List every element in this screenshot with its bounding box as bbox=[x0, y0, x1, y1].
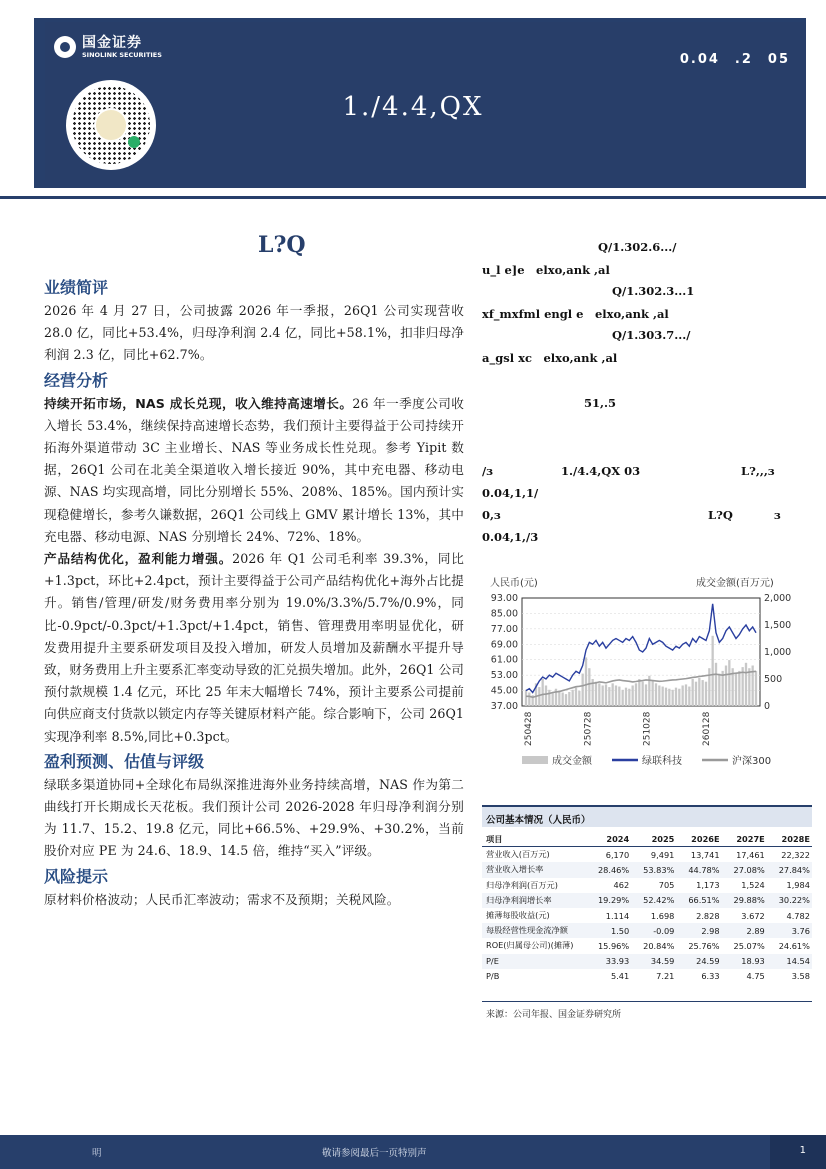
table-cell: 14.54 bbox=[786, 956, 810, 967]
chart-volume-bar bbox=[702, 680, 704, 706]
table-cell: 3.76 bbox=[791, 925, 810, 936]
analysis-bold-2: 产品结构优化，盈利能力增强。 bbox=[44, 551, 233, 567]
table-row bbox=[482, 923, 812, 938]
chart-volume-bar bbox=[672, 690, 674, 706]
table-cell: 1.50 bbox=[610, 925, 630, 936]
financial-table bbox=[482, 832, 812, 984]
chart-price-line bbox=[526, 604, 756, 693]
table-cell: 1.698 bbox=[650, 910, 675, 921]
table-cell: 5.41 bbox=[610, 971, 630, 982]
chart-volume-bar bbox=[565, 694, 567, 706]
chart-volume-bar bbox=[738, 671, 740, 706]
chart-volume-bar bbox=[638, 679, 640, 706]
table-row bbox=[482, 893, 812, 908]
footer-disclaimer: 敬请参阅最后一页特别声 bbox=[322, 1148, 427, 1159]
chart-volume-bar bbox=[625, 688, 627, 706]
chart-left-tick: 85.00 bbox=[490, 608, 518, 620]
chart-volume-bar bbox=[735, 674, 737, 706]
table-cell: 2.828 bbox=[696, 910, 720, 921]
table-cell: 3.58 bbox=[791, 971, 810, 982]
rating-line-5: Q/1.303.7.../ bbox=[612, 328, 691, 342]
chart-volume-bar bbox=[608, 687, 610, 706]
table-row-label: P/E bbox=[486, 956, 499, 967]
table-cell: 6.33 bbox=[701, 971, 720, 982]
chart-volume-bar bbox=[548, 690, 550, 706]
table-row bbox=[482, 908, 812, 923]
left-column bbox=[44, 278, 464, 911]
analyst-line-c: L?,,,ɜ bbox=[741, 464, 775, 478]
chart-ylabel-left: 人民币(元) bbox=[490, 578, 538, 589]
chart-volume-bar bbox=[725, 666, 727, 707]
table-cell: 1,524 bbox=[741, 880, 765, 891]
chart-volume-bar bbox=[588, 668, 590, 706]
analysis-text-1: 26 年一季度公司收入增长 53.4%，继续保持高速增长态势，我们预计主要得益于公司持续开拓海外渠道带动 3C 主业增长、NAS 等业务成长性兑现。参考 Yipit 数据，26Q1 公司在北美全渠道收入增长接近 90%，其中充电器、移动电源、NAS 均实现高增，同比分别增长 55%、208%、185%。国内预计实现稳健增长，参考久谦数据，26Q1 公司线上 GMV 累计增长 13%，其中充电器、移动电源、NAS 分别增长 24%、72%、18%。 bbox=[44, 395, 464, 544]
table-cell: 2025 bbox=[651, 834, 675, 845]
chart-volume-bar bbox=[748, 668, 750, 706]
chart-right-tick: 2,000 bbox=[764, 593, 792, 604]
legend-label: 绿联科技 bbox=[642, 756, 682, 767]
table-cell: 13,741 bbox=[690, 849, 720, 860]
table-cell: 33.93 bbox=[605, 956, 630, 967]
table-cell: 2024 bbox=[606, 834, 630, 845]
footer-bar bbox=[0, 1135, 826, 1169]
table-cell: 27.08% bbox=[733, 864, 765, 875]
review-paragraph: 2026 年 4 月 27 日，公司披露 2026 年一季报，26Q1 公司实现营收 28.0 亿，同比+53.4%，归母净利润 2.4 亿，同比+58.1%，扣非归母净利润 2.3 亿，同比+62.7%。 bbox=[44, 303, 464, 363]
table-row-label: P/B bbox=[486, 971, 500, 982]
chart-volume-bar bbox=[662, 687, 664, 706]
section-title-forecast: 盈利预测、估值与评级 bbox=[44, 751, 205, 771]
chart-volume-bar bbox=[715, 663, 717, 706]
chart-volume-bar bbox=[538, 687, 540, 706]
chart-volume-bar bbox=[562, 693, 564, 707]
chart-volume-bar bbox=[692, 679, 694, 706]
table-row-label: 项目 bbox=[486, 833, 503, 844]
analysis-text-2: 2026 年 Q1 公司毛利率 39.3%，同比+1.3pct，环比+2.4pct，预计主要得益于公司产品结构优化+海外占比提升。销售/管理/研发/财务费用率分别为 19.0%/3.3%/5.7%/0.9%，同比-0.9pct/-0.3pct/+1.3pct/+1.4pct，销售、管理费用率明显优化，研发费用提升主要系研发项目及投入增加，研发人员增加及薪酬水平提升导致，财务费用上升主要系汇率变动导致的汇兑损失增加。此外，26Q1 公司预付款规模 1.4 亿元，环比 25 年末大幅增长 74%，预计主要系公司提前向供应商支付货款以锁定内存等关键原材料产能。综合影响下，公司 26Q1 实现净利率 8.5%,同比+0.3pct。 bbox=[44, 551, 464, 744]
chart-volume-bar bbox=[545, 685, 547, 706]
report-title: L?Q bbox=[258, 232, 306, 258]
table-cell: 29.88% bbox=[733, 895, 765, 906]
header-divider bbox=[0, 196, 826, 199]
chart-volume-bar bbox=[572, 690, 574, 706]
table-cell: 462 bbox=[613, 880, 630, 891]
rating-line-6: a_gsl xc elxo,ank ,al bbox=[482, 351, 618, 365]
table-row-label: 归母净利润增长率 bbox=[486, 894, 552, 905]
table-row bbox=[482, 969, 812, 984]
chart-left-tick: 69.00 bbox=[490, 639, 518, 651]
rating-line-1: Q/1.302.6.../ bbox=[598, 240, 677, 254]
table-row-label: 摊薄每股收益(元) bbox=[486, 910, 550, 921]
chart-svg bbox=[482, 568, 812, 780]
chart-volume-bar bbox=[615, 685, 617, 706]
table-header-row bbox=[482, 832, 812, 847]
rating-line-3: Q/1.302.3...1 bbox=[612, 284, 695, 298]
chart-volume-bar bbox=[652, 680, 654, 706]
chart-volume-bar bbox=[655, 683, 657, 706]
chart-volume-bar bbox=[558, 691, 560, 706]
analyst-line-3c: ɜ bbox=[774, 508, 781, 522]
chart-volume-bar bbox=[612, 683, 614, 706]
chart-right-tick: 0 bbox=[764, 701, 771, 712]
section-title-risk: 风险提示 bbox=[44, 866, 109, 886]
chart-right-tick: 500 bbox=[764, 674, 783, 685]
table-cell: 44.78% bbox=[688, 864, 720, 875]
chart-volume-bar bbox=[678, 689, 680, 706]
table-cell: 28.46% bbox=[597, 864, 630, 875]
chart-volume-bar bbox=[682, 685, 684, 706]
chart-left-tick: 37.00 bbox=[490, 701, 518, 712]
chart-x-tick: 260128 bbox=[702, 711, 712, 746]
table-cell: 9,491 bbox=[650, 849, 675, 860]
table-cell: 6,170 bbox=[605, 849, 630, 860]
chart-volume-bar bbox=[602, 685, 604, 706]
table-cell: 24.61% bbox=[778, 940, 810, 951]
table-cell: 22,322 bbox=[781, 849, 810, 860]
chart-right-tick: 1,000 bbox=[764, 647, 792, 658]
chart-volume-bar bbox=[698, 678, 700, 706]
company-logo bbox=[54, 36, 162, 59]
chart-left-tick: 77.00 bbox=[490, 623, 518, 635]
chart-volume-bar bbox=[528, 693, 530, 707]
table-cell: 25.76% bbox=[688, 940, 720, 951]
chart-volume-bar bbox=[695, 682, 697, 706]
table-cell: 3.672 bbox=[741, 910, 765, 921]
chart-volume-bar bbox=[568, 692, 570, 706]
table-cell: 20.84% bbox=[643, 940, 675, 951]
chart-volume-bar bbox=[595, 682, 597, 706]
chart-volume-bar bbox=[718, 674, 720, 706]
section-title-review: 业绩简评 bbox=[44, 278, 109, 297]
chart-volume-bar bbox=[628, 689, 630, 706]
chart-volume-bar bbox=[635, 683, 637, 706]
page-number: 1 bbox=[799, 1145, 806, 1156]
chart-volume-bar bbox=[582, 674, 584, 706]
analyst-line-4: 0.04,1,/3 bbox=[482, 530, 539, 544]
report-date: 0.04 .2 05 bbox=[679, 52, 790, 67]
table-cell: 1.114 bbox=[605, 910, 630, 921]
rating-line-4: xf_mxfml engl e elxo,ank ,al bbox=[482, 307, 669, 321]
chart-x-tick: 250428 bbox=[524, 711, 534, 746]
chart-volume-bar bbox=[665, 688, 667, 706]
table-cell: 4.75 bbox=[746, 971, 765, 982]
chart-volume-bar bbox=[552, 692, 554, 706]
table-title: 公司基本情况（人民币） bbox=[482, 805, 812, 827]
chart-left-tick: 53.00 bbox=[490, 670, 518, 682]
table-row-label: 每股经营性现金流净额 bbox=[486, 925, 568, 936]
table-cell: 66.51% bbox=[688, 895, 720, 906]
chart-volume-bar bbox=[728, 660, 730, 706]
chart-volume-bar bbox=[575, 688, 577, 706]
table-cell: 2027E bbox=[736, 834, 765, 845]
logo-icon bbox=[54, 36, 76, 58]
chart-left-tick: 45.00 bbox=[490, 685, 518, 697]
table-row bbox=[482, 954, 812, 969]
table-row-label: ROE(归属母公司)(摊薄) bbox=[486, 940, 574, 951]
table-row-label: 营业收入(百万元) bbox=[486, 849, 550, 860]
table-row bbox=[482, 847, 812, 862]
chart-volume-bar bbox=[688, 687, 690, 706]
table-cell: 25.07% bbox=[733, 940, 765, 951]
chart-volume-bar bbox=[685, 684, 687, 706]
table-cell: 24.59 bbox=[696, 956, 720, 967]
wechat-icon bbox=[128, 136, 140, 148]
analyst-line-3a: 0,ɜ bbox=[482, 508, 501, 522]
table-cell: 30.22% bbox=[778, 895, 810, 906]
chart-volume-bar bbox=[705, 682, 707, 706]
price-chart bbox=[482, 568, 812, 780]
table-cell: 2.89 bbox=[746, 925, 765, 936]
chart-volume-bar bbox=[578, 691, 580, 706]
chart-left-tick: 93.00 bbox=[490, 593, 518, 604]
table-cell: 19.29% bbox=[597, 895, 630, 906]
rating-line-2: u_l e]e elxo,ank ,al bbox=[482, 263, 610, 277]
logo-en-text: SINOLINK SECURITIES bbox=[82, 51, 162, 59]
chart-x-tick: 251028 bbox=[642, 711, 653, 746]
analyst-line-a: /ɜ bbox=[482, 464, 493, 478]
legend-swatch-volume bbox=[522, 756, 548, 764]
table-cell: 4.782 bbox=[786, 910, 810, 921]
chart-frame bbox=[522, 598, 760, 706]
table-cell: 52.42% bbox=[643, 895, 675, 906]
forecast-paragraph: 绿联多渠道协同+全球化布局纵深推进海外业务持续高增，NAS 作为第二曲线打开长期成长天花板。我们预计公司 2026-2028 年归母净利润分别为 11.7、15.2、19.8 亿元，同比+66.5%、+29.9%、+30.2%，当前股价对应 PE 为 24.6、18.9、14.5 倍，维持“买入”评级。 bbox=[44, 776, 464, 859]
chart-volume-bar bbox=[525, 690, 527, 706]
table-cell: 27.84% bbox=[778, 864, 810, 875]
table-cell: -0.09 bbox=[653, 925, 675, 936]
table-cell: 18.93 bbox=[741, 956, 765, 967]
chart-volume-bar bbox=[708, 668, 710, 706]
table-row-label: 营业收入增长率 bbox=[486, 864, 544, 875]
chart-volume-bar bbox=[745, 663, 747, 706]
table-cell: 1,173 bbox=[696, 880, 720, 891]
chart-volume-bar bbox=[542, 679, 544, 706]
section-title-analysis: 经营分析 bbox=[44, 370, 109, 390]
chart-volume-bar bbox=[585, 657, 587, 706]
chart-volume-bar bbox=[642, 682, 644, 706]
table-cell: 2026E bbox=[691, 834, 720, 845]
chart-volume-bar bbox=[622, 690, 624, 706]
table-cell: 2.98 bbox=[701, 925, 720, 936]
legend-label: 沪深300 bbox=[732, 756, 772, 767]
table-cell: 17,461 bbox=[736, 849, 765, 860]
analysis-bold-1: 持续开拓市场，NAS 成长兑现，收入维持高速增长。 bbox=[44, 395, 353, 411]
table-cell: 7.21 bbox=[656, 971, 675, 982]
chart-volume-bar bbox=[755, 671, 757, 706]
risk-paragraph: 原材料价格波动；人民币汇率波动；需求不及预期；关税风险。 bbox=[44, 891, 400, 907]
table-row bbox=[482, 938, 812, 953]
footer-left-text: 明 bbox=[92, 1148, 102, 1159]
analysis-paragraph-1 bbox=[44, 393, 464, 548]
analyst-line-2: 0.04,1,1/ bbox=[482, 486, 539, 500]
table-cell: 15.96% bbox=[597, 940, 630, 951]
table-cell: 1,984 bbox=[786, 880, 810, 891]
analyst-line-b: 1./4.4,QX 03 bbox=[561, 464, 641, 478]
chart-x-tick: 250728 bbox=[583, 711, 594, 746]
chart-volume-bar bbox=[712, 636, 714, 706]
chart-left-tick: 61.00 bbox=[490, 654, 518, 666]
table-row bbox=[482, 878, 812, 893]
chart-volume-bar bbox=[722, 671, 724, 706]
table-cell: 2028E bbox=[781, 834, 810, 845]
table-cell: 53.83% bbox=[643, 864, 675, 875]
chart-volume-bar bbox=[668, 689, 670, 706]
table-row bbox=[482, 862, 812, 877]
table-cell: 34.59 bbox=[650, 956, 675, 967]
company-title: 1./4.4,QX bbox=[342, 92, 484, 122]
table-row-label: 归母净利润(百万元) bbox=[486, 879, 558, 890]
chart-volume-bar bbox=[598, 683, 600, 706]
analyst-line-3b: L?Q bbox=[708, 508, 733, 522]
footer-page-box bbox=[770, 1135, 826, 1169]
logo-cn-text: 国金证券 bbox=[82, 35, 142, 51]
analysis-paragraph-2 bbox=[44, 548, 464, 748]
legend-label: 成交金额 bbox=[552, 756, 592, 767]
table-cell: 705 bbox=[658, 880, 675, 891]
chart-volume-bar bbox=[645, 684, 647, 706]
chart-volume-bar bbox=[632, 685, 634, 706]
table-bottom-rule bbox=[482, 1001, 812, 1002]
table-source: 来源：公司年报、国金证券研究所 bbox=[486, 1010, 622, 1020]
chart-volume-bar bbox=[618, 687, 620, 706]
chart-volume-bar bbox=[605, 684, 607, 706]
chart-volume-bar bbox=[658, 685, 660, 706]
chart-right-tick: 1,500 bbox=[764, 620, 792, 631]
chart-ylabel-right: 成交金额(百万元) bbox=[696, 578, 774, 589]
chart-volume-bar bbox=[675, 688, 677, 706]
price-line: 51,.5 bbox=[584, 396, 617, 410]
